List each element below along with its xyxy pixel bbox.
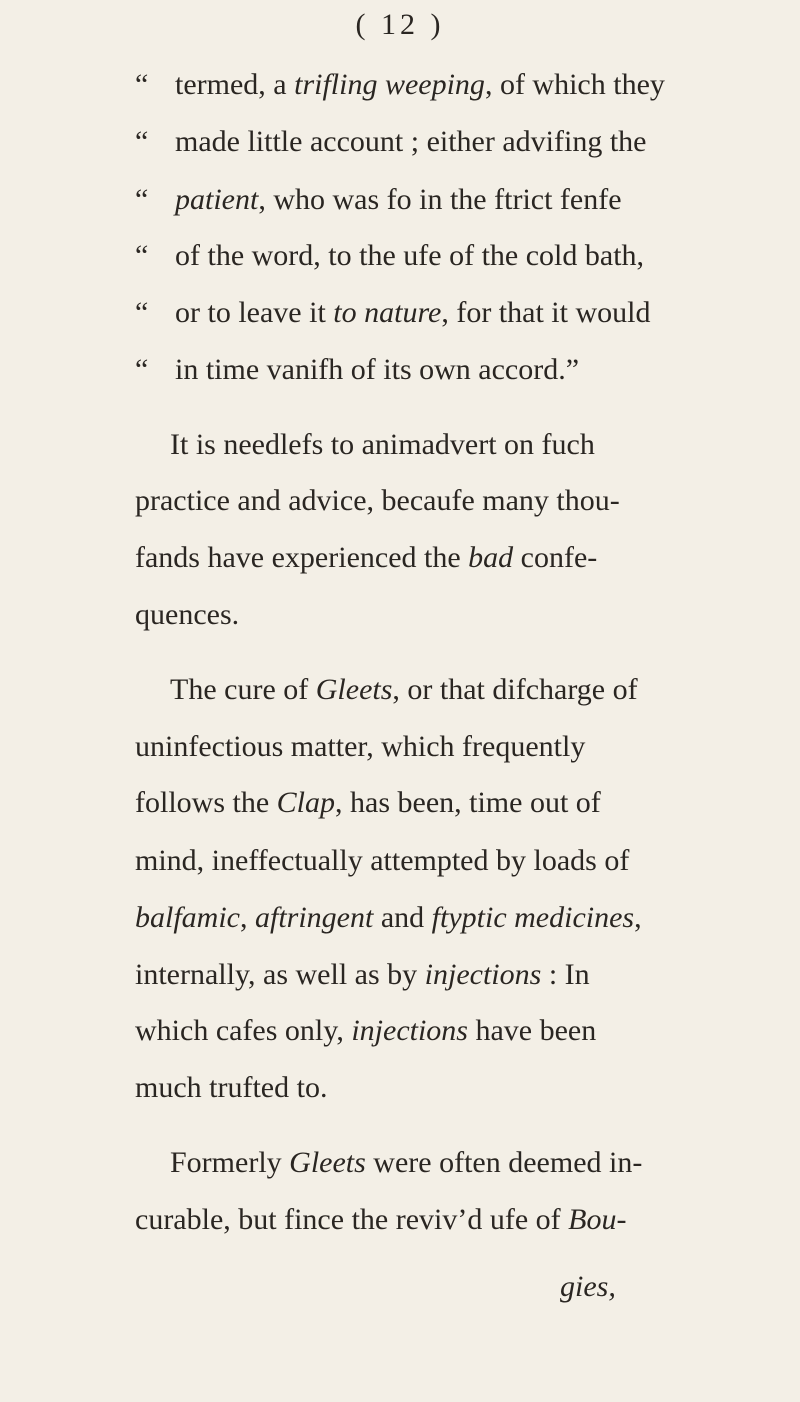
text-run: follows the xyxy=(135,786,277,819)
text-run: , who was fo in the ftrict fenfe xyxy=(258,183,622,216)
text-run: , or that difcharge of xyxy=(392,673,638,706)
text-line xyxy=(135,486,620,516)
text-run: in time vanifh of its own accord.” xyxy=(175,353,580,386)
italic-text: bad xyxy=(468,541,514,574)
text-line xyxy=(135,70,665,100)
text-line xyxy=(135,355,579,385)
text-line xyxy=(135,185,622,215)
italic-text: injections xyxy=(351,1014,468,1047)
text-run: , for that it would xyxy=(441,296,651,329)
text-line xyxy=(170,430,595,460)
quote-mark: “ xyxy=(135,68,149,101)
italic-text: injections xyxy=(424,958,542,991)
text-line xyxy=(135,903,642,933)
italic-text: trifling weeping xyxy=(294,68,485,101)
text-run: It is needlefs to animadvert on fuch xyxy=(170,428,595,461)
text-run: confe- xyxy=(513,541,598,574)
text-run: have been xyxy=(467,1014,597,1047)
text-run: were often deemed in- xyxy=(365,1146,643,1179)
text-run: quences. xyxy=(135,598,240,631)
italic-text: ftyptic medicines xyxy=(431,901,635,934)
text-line xyxy=(135,1016,596,1046)
quote-mark: “ xyxy=(135,353,149,386)
italic-text: Gleets xyxy=(315,673,393,706)
text-run: The cure of xyxy=(170,673,316,706)
text-run: fands have experienced the xyxy=(135,541,469,574)
text-line xyxy=(135,600,239,630)
page-number: ( 12 ) xyxy=(355,8,445,41)
text-line xyxy=(135,241,644,271)
text-run: curable, but fince the reviv’d ufe of xyxy=(135,1203,569,1236)
italic-text: balfamic xyxy=(135,901,240,934)
text-line xyxy=(170,1148,642,1178)
text-run: made little account ; either advifing the xyxy=(175,125,647,158)
text-run: , xyxy=(240,901,255,934)
text-line xyxy=(170,675,638,705)
text-line xyxy=(135,1073,327,1103)
italic-text: Gleets xyxy=(289,1146,366,1179)
text-run: : In xyxy=(541,958,590,991)
text-line xyxy=(135,298,650,328)
quote-mark: “ xyxy=(135,296,149,329)
text-line xyxy=(135,846,629,876)
text-line xyxy=(135,127,647,157)
italic-text: patient xyxy=(175,183,259,216)
text-run: Formerly xyxy=(170,1146,290,1179)
text-line xyxy=(135,1205,626,1235)
text-run: of the word, to the ufe of the cold bath, xyxy=(175,239,645,272)
text-line xyxy=(135,732,585,762)
italic-text: aftringent xyxy=(255,901,374,934)
quote-mark: “ xyxy=(135,125,149,158)
quote-mark: “ xyxy=(135,183,149,216)
italic-text: Clap xyxy=(276,786,336,819)
catchword: gies, xyxy=(560,1270,616,1303)
text-run: much trufted to. xyxy=(135,1071,328,1104)
text-run: termed, a xyxy=(175,68,295,101)
text-run: uninfectious matter, which frequently xyxy=(135,730,586,763)
text-run: and xyxy=(373,901,432,934)
text-line xyxy=(135,543,597,573)
text-run: practice and advice, becaufe many thou- xyxy=(135,484,620,517)
text-run: internally, as well as by xyxy=(135,958,425,991)
text-run: mind, ineffectually attempted by loads of xyxy=(135,844,630,877)
italic-text: Bou- xyxy=(568,1203,627,1236)
italic-text: to nature xyxy=(333,296,442,329)
text-run: or to leave it xyxy=(175,296,334,329)
text-line xyxy=(135,960,590,990)
quote-mark: “ xyxy=(135,239,149,272)
text-run: which cafes only, xyxy=(135,1014,352,1047)
text-run: , has been, time out of xyxy=(335,786,601,819)
text-run: , xyxy=(634,901,642,934)
text-run: , of which they xyxy=(484,68,665,101)
text-line xyxy=(135,788,601,818)
